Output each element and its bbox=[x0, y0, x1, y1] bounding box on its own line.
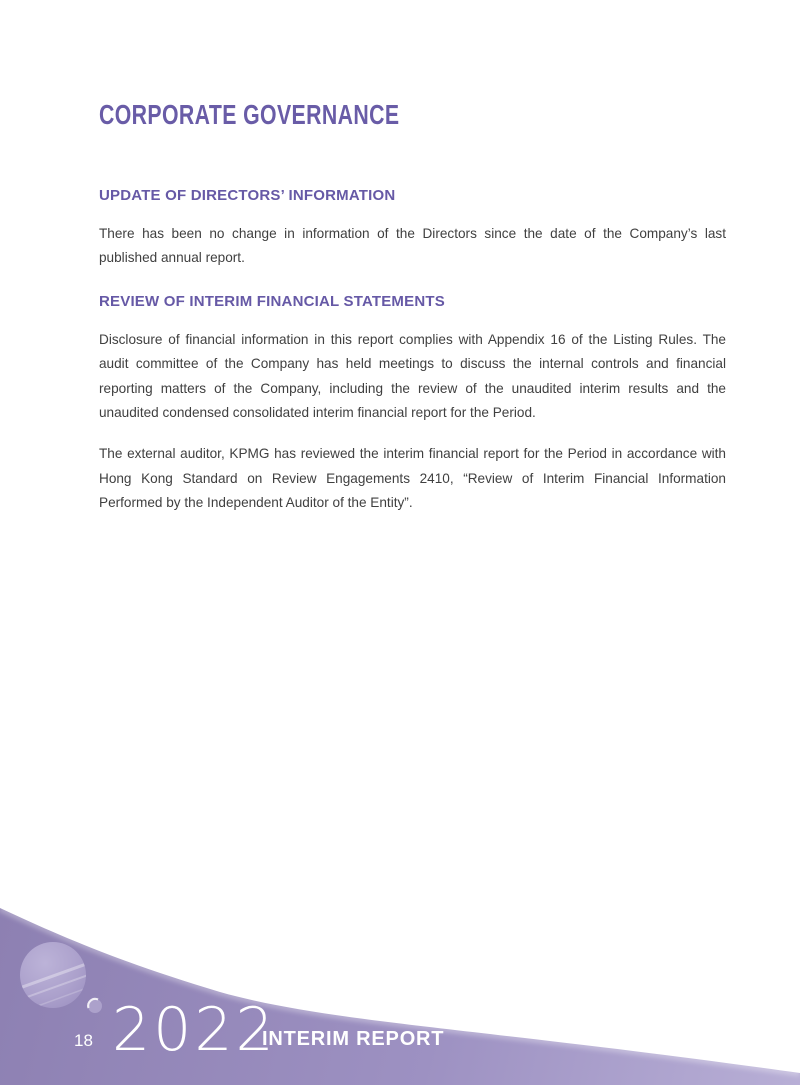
paragraph: The external auditor, KPMG has reviewed the interim financial report for the Period in accordance with Hong Kong Standard on Review Engagements 2410, “Review of Interim Financial Information Performed by the Independent Auditor of the Entity”. bbox=[99, 446, 726, 511]
page-title-wrap bbox=[99, 100, 726, 130]
paragraph: Disclosure of financial information in this report complies with Appendix 16 of the Listing Rules. The audit committee of the Company has held meetings to discuss the internal controls and financial reporting matters of the Company, including the review of the unaudited interim results and the unaudited condensed consolidated interim financial report for the Period. bbox=[99, 331, 726, 421]
footer bbox=[0, 870, 800, 1085]
page-title: CORPORATE GOVERNANCE bbox=[99, 99, 400, 130]
footer-report-label: INTERIM REPORT bbox=[262, 1028, 445, 1050]
section-heading-review-of-interim-financial-statements: REVIEW OF INTERIM FINANCIAL STATEMENTS bbox=[99, 292, 445, 310]
footer-year: 2022 bbox=[112, 995, 277, 1065]
page-content bbox=[0, 0, 800, 533]
paragraph: There has been no change in information of the Directors since the date of the Company’s last published annual report. bbox=[99, 226, 726, 266]
page-number: 18 bbox=[74, 1031, 93, 1050]
section-heading-update-of-directors-information: UPDATE OF DIRECTORS’ INFORMATION bbox=[99, 187, 396, 204]
